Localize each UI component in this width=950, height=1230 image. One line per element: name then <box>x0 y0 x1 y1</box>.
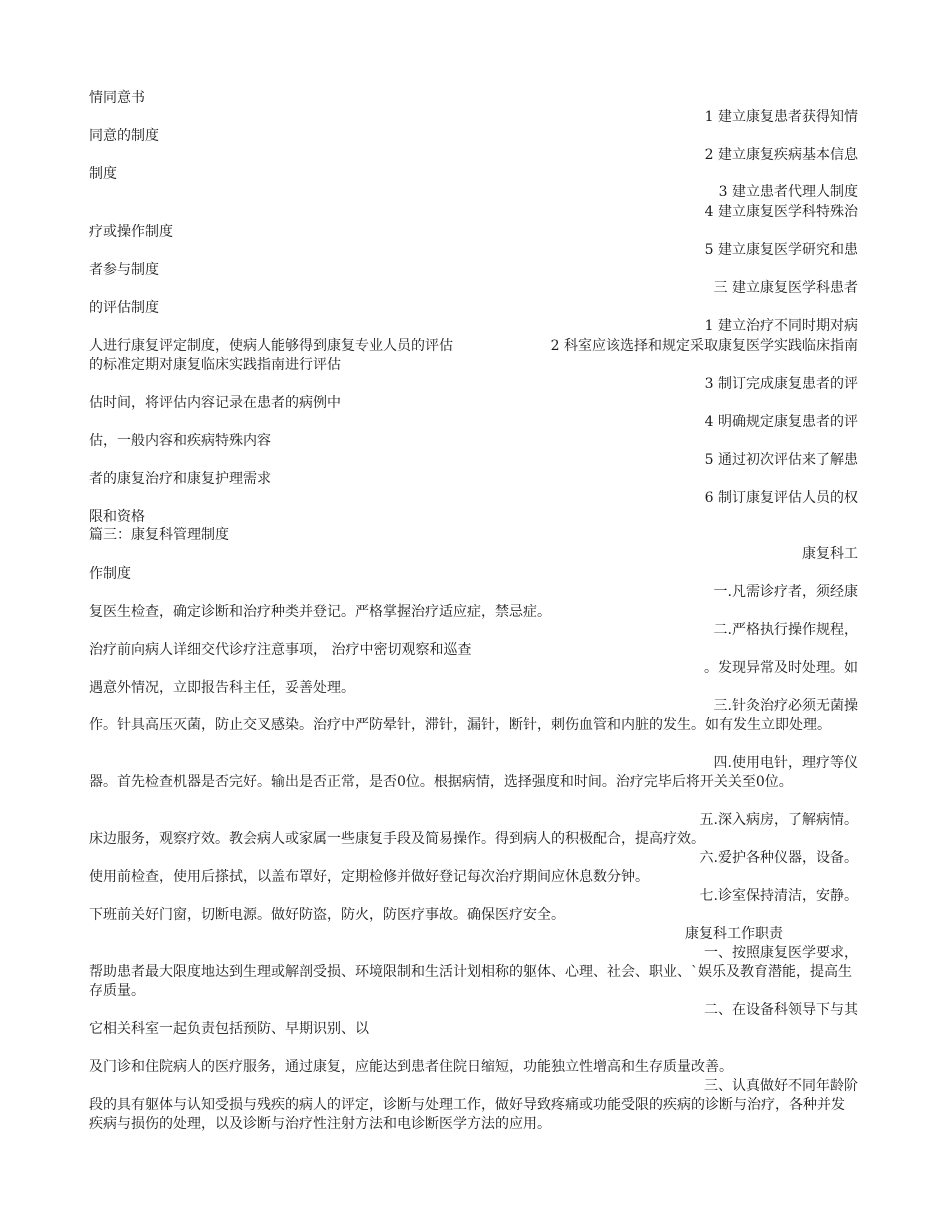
text-line: 限和资格 <box>89 509 145 525</box>
text-line: 一.凡需诊疗者，须经康 <box>713 584 858 600</box>
text-line: 三 建立康复医学科患者 <box>713 280 858 296</box>
text-line: 的标准定期对康复临床实践指南进行评估 <box>89 357 341 373</box>
text-line: 它相关科室一起负责包括预防、早期识别、以 <box>89 1021 369 1037</box>
text-line: 2 科室应该选择和规定采取康复医学实践临床指南 <box>550 338 858 354</box>
text-line: 及门诊和住院病人的医疗服务，通过康复，应能达到患者住院日缩短，功能独立性增高和生存质量改善。 <box>89 1059 733 1075</box>
text-line: 五.深入病房，了解病情。 <box>699 812 858 828</box>
text-line: 床边服务，观察疗效。教会病人或家属一些康复手段及简易操作。得到病人的积极配合，提高疗效。 <box>89 831 705 847</box>
text-paragraph: 器。首先检查机器是否完好。输出是否正常，是否0位。根据病情，选择强度和时间。治疗完毕后将开关关至0位。 <box>89 774 793 790</box>
text-line: 遇意外情况，立即报告科主任，妥善处理。 <box>89 680 355 696</box>
text-line: 二、在设备科领导下与其 <box>704 1002 858 1018</box>
text-line: 三.针灸治疗必须无菌操 <box>713 698 858 714</box>
text-line: 制度 <box>89 166 117 182</box>
text-line: 4 建立康复医学科特殊治 <box>704 204 858 220</box>
text-line: 三、认真做好不同年龄阶 <box>704 1078 858 1094</box>
text-line: 估，一般内容和疾病特殊内容 <box>89 433 271 449</box>
text-line: 四.使用电针，理疗等仪 <box>713 755 858 771</box>
text-line: 3 制订完成康复患者的评 <box>704 376 858 392</box>
text-line: 七.诊室保持清洁，安静。 <box>699 888 858 904</box>
text-line: 1 建立康复患者获得知情 <box>704 109 858 125</box>
text-line: 一、按照康复医学要求， <box>704 945 858 961</box>
text-line: 作制度 <box>89 566 131 582</box>
text-line: 治疗前向病人详细交代诊疗注意事项， 治疗中密切观察和巡查 <box>89 642 472 658</box>
text-line: 情同意书 <box>89 90 145 106</box>
text-line: 4 明确规定康复患者的评 <box>704 414 858 430</box>
text-line: 。发现异常及时处理。如 <box>704 660 858 676</box>
text-line: 2 建立康复疾病基本信息 <box>704 147 858 163</box>
section-title: 康复科工作职责 <box>685 926 783 942</box>
text-line: 六.爱护各种仪器，设备。 <box>699 850 858 866</box>
text-paragraph: 段的具有躯体与认知受损与残疾的病人的评定，诊断与处理工作，做好导致疼痛或功能受限的疾病的诊断与治疗，各种并发疾病与损伤的处理，以及诊断与治疗性注射方法和电诊断医学方法的应用。 <box>89 1097 845 1132</box>
text-line: 下班前关好门窗，切断电源。做好防盗，防火，防医疗事故。确保医疗安全。 <box>89 907 565 923</box>
text-line: 3 建立患者代理人制度 <box>718 184 858 200</box>
text-line: 二.严格执行操作规程， <box>713 622 858 638</box>
text-paragraph: 帮助患者最大限度地达到生理或解剖受损、环境限制和生活计划相称的躯体、心理、社会、职业、`娱乐及教育潜能，提高生存质量。 <box>89 964 852 999</box>
text-line: 者参与制度 <box>89 262 159 278</box>
text-line: 同意的制度 <box>89 128 159 144</box>
text-line: 5 通过初次评估来了解患 <box>704 452 858 468</box>
text-line: 疗或操作制度 <box>89 224 173 240</box>
section-title: 篇三：康复科管理制度 <box>89 527 229 543</box>
text-line: 者的康复治疗和康复护理需求 <box>89 471 271 487</box>
text-line: 复医生检查，确定诊断和治疗种类并登记。严格掌握治疗适应症，禁忌症。 <box>89 604 551 620</box>
text-line: 康复科工 <box>802 546 858 562</box>
text-line: 的评估制度 <box>89 300 159 316</box>
text-line: 6 制订康复评估人员的权 <box>704 490 858 506</box>
text-line: 人进行康复评定制度，使病人能够得到康复专业人员的评估 <box>89 338 453 354</box>
text-line: 5 建立康复医学研究和患 <box>704 242 858 258</box>
text-line: 使用前检查，使用后搽拭，以盖布罩好，定期检修并做好登记每次治疗期间应休息数分钟。 <box>89 869 649 885</box>
text-paragraph: 作。针具高压灭菌，防止交叉感染。治疗中严防晕针，滞针，漏针，断针，刺伤血管和内脏的发生。如有发生立即处理。 <box>89 717 831 733</box>
text-line: 1 建立治疗不同时期对病 <box>704 318 858 334</box>
text-line: 估时间，将评估内容记录在患者的病例中 <box>89 395 341 411</box>
